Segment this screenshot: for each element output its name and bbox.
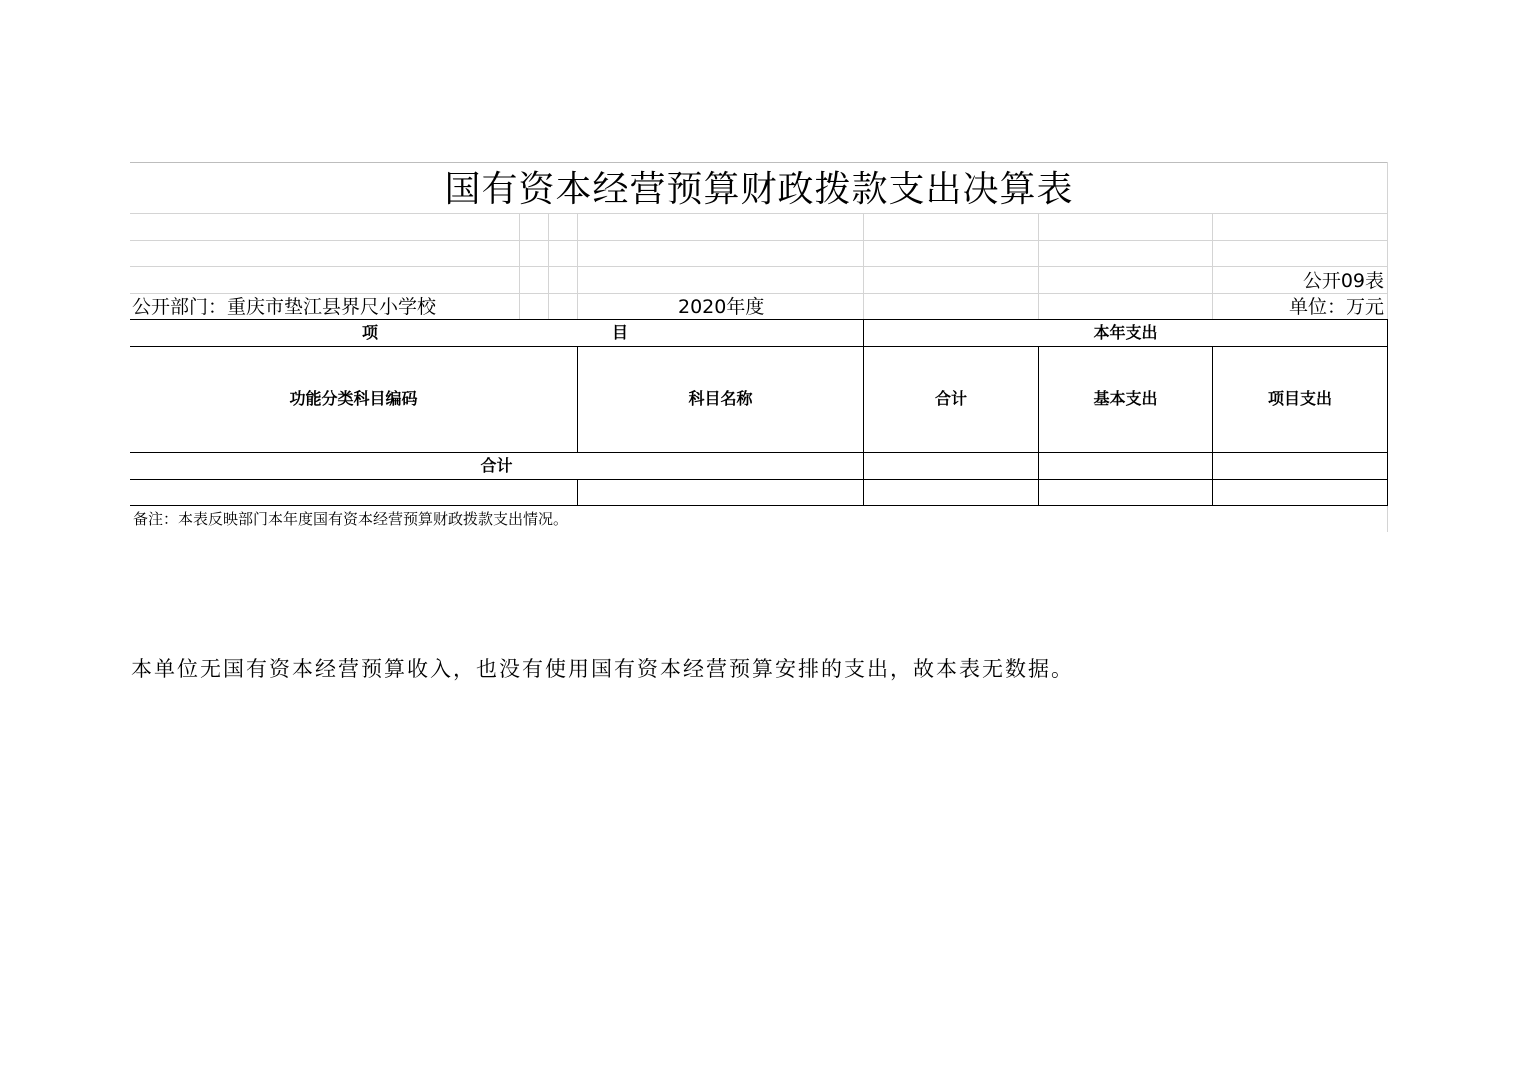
gridline xyxy=(130,293,1388,294)
budget-expenditure-sheet xyxy=(130,162,1388,532)
unit-label: 单位：万元 xyxy=(1288,296,1384,318)
department-label: 公开部门：重庆市垫江县界尺小学校 xyxy=(132,296,437,318)
column-total: 合计 xyxy=(934,389,967,408)
column-subject-name: 科目名称 xyxy=(688,389,753,408)
table-border xyxy=(1038,346,1039,506)
table-code: 公开09表 xyxy=(1302,270,1384,292)
table-border xyxy=(130,479,1388,480)
table-border xyxy=(1387,319,1388,506)
gridline xyxy=(863,213,864,319)
total-row-label: 合计 xyxy=(480,456,513,475)
table-border xyxy=(130,505,1388,506)
table-border xyxy=(577,479,578,506)
gridline xyxy=(1212,213,1213,319)
table-border xyxy=(130,452,1388,453)
gridline xyxy=(1038,213,1039,319)
gridline xyxy=(1387,506,1388,532)
gridline xyxy=(130,240,1388,241)
gridline xyxy=(130,162,1388,163)
header-current-year-expenditure: 本年支出 xyxy=(1093,323,1158,342)
no-data-statement: 本单位无国有资本经营预算收入，也没有使用国有资本经营预算安排的支出，故本表无数据。 xyxy=(131,657,1074,681)
table-border xyxy=(1212,346,1213,506)
gridline xyxy=(519,213,520,319)
column-project-expenditure: 项目支出 xyxy=(1267,389,1332,408)
table-border xyxy=(130,319,1388,320)
gridline xyxy=(577,213,578,319)
column-function-code: 功能分类科目编码 xyxy=(289,389,418,408)
gridline xyxy=(130,266,1388,267)
header-item-right: 目 xyxy=(612,323,629,342)
table-note: 备注：本表反映部门本年度国有资本经营预算财政拨款支出情况。 xyxy=(133,510,569,528)
table-border xyxy=(130,346,1388,347)
report-title: 国有资本经营预算财政拨款支出决算表 xyxy=(444,169,1074,210)
report-year: 2020年度 xyxy=(678,296,765,318)
header-item-left: 项 xyxy=(362,323,379,342)
column-basic-expenditure: 基本支出 xyxy=(1093,389,1158,408)
table-border xyxy=(863,319,864,506)
gridline xyxy=(548,213,549,319)
